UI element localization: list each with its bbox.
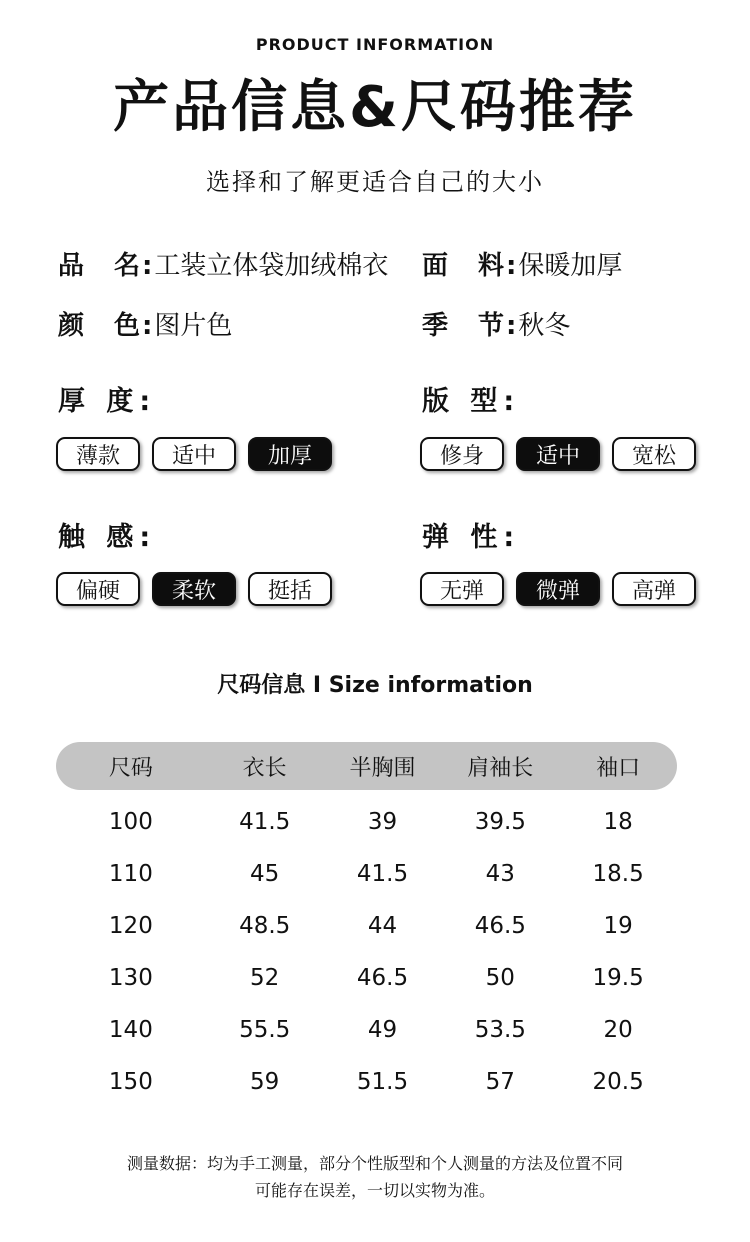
table-row xyxy=(56,1056,677,1108)
table-cell: 44 xyxy=(367,913,398,939)
table-cell: 20.5 xyxy=(592,1069,644,1095)
table-cell: 45 xyxy=(250,861,280,887)
column-header: 半胸围 xyxy=(349,755,416,781)
table-row xyxy=(56,796,677,848)
table-cell: 39.5 xyxy=(474,809,526,835)
table-cell: 53.5 xyxy=(474,1017,526,1043)
touch-option[interactable]: 偏硬 xyxy=(56,572,140,606)
table-cell: 51.5 xyxy=(356,1069,409,1095)
table-cell: 43 xyxy=(485,861,515,887)
thickness-option[interactable]: 加厚 xyxy=(248,437,332,471)
size-section-heading: 尺码信息 I Size information xyxy=(217,673,533,698)
table-cell: 46.5 xyxy=(356,965,409,991)
fit-option[interactable]: 修身 xyxy=(420,437,504,471)
table-cell: 19 xyxy=(603,913,633,939)
fit-heading: 版 型: xyxy=(422,386,521,417)
fit-options xyxy=(420,437,696,471)
table-cell: 48.5 xyxy=(239,913,291,939)
touch-heading: 触 感: xyxy=(58,522,157,553)
table-cell: 150 xyxy=(108,1069,153,1095)
table-cell: 110 xyxy=(108,861,153,887)
table-cell: 50 xyxy=(485,965,515,991)
fit-option[interactable]: 宽松 xyxy=(612,437,696,471)
table-cell: 100 xyxy=(108,809,153,835)
eyebrow-text: PRODUCT INFORMATION xyxy=(255,35,495,54)
table-cell: 59 xyxy=(250,1069,280,1095)
table-cell: 18.5 xyxy=(592,861,644,887)
touch-option[interactable]: 柔软 xyxy=(152,572,236,606)
table-cell: 130 xyxy=(108,965,153,991)
table-cell: 55.5 xyxy=(239,1017,291,1043)
attr-name-value: 工装立体袋加绒棉衣 xyxy=(154,251,389,281)
table-cell: 20 xyxy=(603,1017,633,1043)
touch-option[interactable]: 挺括 xyxy=(248,572,332,606)
table-cell: 57 xyxy=(485,1069,515,1095)
elasticity-option[interactable]: 微弹 xyxy=(516,572,600,606)
attr-color-value: 图片色 xyxy=(154,311,233,341)
table-cell: 120 xyxy=(108,913,153,939)
table-cell: 18 xyxy=(603,809,633,835)
measurement-note xyxy=(0,1150,750,1204)
column-header: 衣长 xyxy=(242,755,287,781)
column-header: 袖口 xyxy=(596,755,641,781)
attr-season-label: 季 节: xyxy=(422,311,519,341)
attr-fabric-value: 保暖加厚 xyxy=(518,251,623,281)
attr-season xyxy=(422,308,570,344)
thickness-option[interactable]: 薄款 xyxy=(56,437,140,471)
table-cell: 39 xyxy=(367,809,398,835)
touch-options xyxy=(56,572,332,606)
size-table-body xyxy=(56,790,677,1108)
attr-color xyxy=(58,308,232,344)
attr-name-label: 品 名: xyxy=(58,251,155,281)
thickness-option[interactable]: 适中 xyxy=(152,437,236,471)
elasticity-options xyxy=(420,572,696,606)
table-row xyxy=(56,1004,677,1056)
column-header: 肩袖长 xyxy=(467,755,534,781)
fit-option[interactable]: 适中 xyxy=(516,437,600,471)
table-cell: 19.5 xyxy=(592,965,644,991)
table-row xyxy=(56,952,677,1004)
thickness-options xyxy=(56,437,332,471)
attr-fabric xyxy=(422,248,622,284)
table-cell: 41.5 xyxy=(356,861,409,887)
size-table-header xyxy=(56,742,677,790)
page-subtitle: 选择和了解更适合自己的大小 xyxy=(206,168,544,196)
thickness-heading: 厚 度: xyxy=(58,386,157,417)
page-title: 产品信息&尺码推荐 xyxy=(113,75,637,140)
measurement-note-line: 可能存在误差，一切以实物为准。 xyxy=(254,1181,495,1200)
table-row xyxy=(56,848,677,900)
attr-color-label: 颜 色: xyxy=(58,311,155,341)
measurement-note-line: 测量数据：均为手工测量，部分个性版型和个人测量的方法及位置不同 xyxy=(126,1154,623,1173)
size-table xyxy=(56,742,677,1108)
attr-season-value: 秋冬 xyxy=(518,311,571,341)
table-cell: 49 xyxy=(367,1017,398,1043)
table-cell: 52 xyxy=(250,965,280,991)
column-header: 尺码 xyxy=(108,755,153,781)
elasticity-option[interactable]: 高弹 xyxy=(612,572,696,606)
attr-fabric-label: 面 料: xyxy=(422,251,519,281)
elasticity-heading: 弹 性: xyxy=(422,522,521,553)
elasticity-option[interactable]: 无弹 xyxy=(420,572,504,606)
table-row xyxy=(56,900,677,952)
table-cell: 140 xyxy=(108,1017,153,1043)
attr-name xyxy=(58,248,388,284)
table-cell: 41.5 xyxy=(239,809,291,835)
table-cell: 46.5 xyxy=(474,913,526,939)
